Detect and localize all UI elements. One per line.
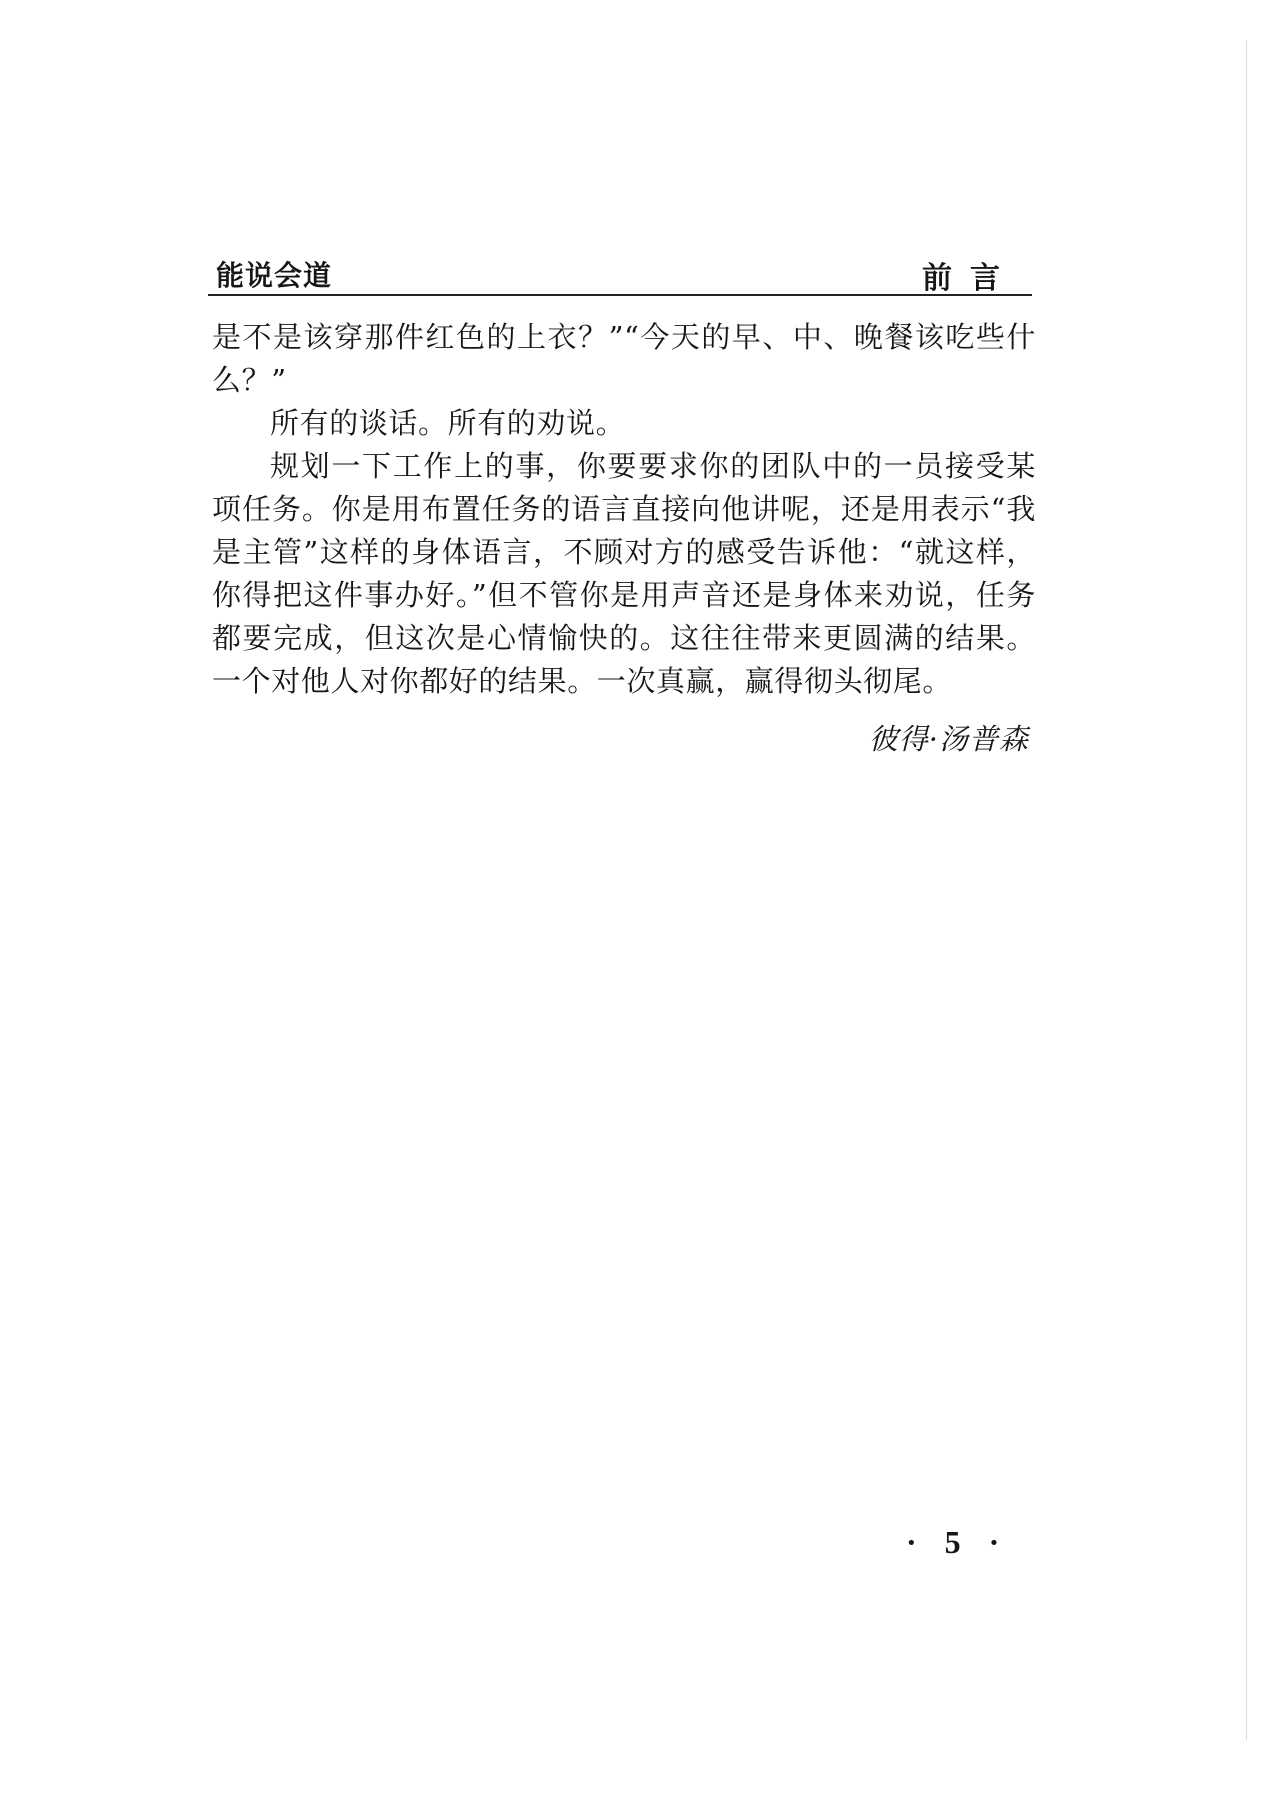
- paragraph: 规划一下工作上的事，你要要求你的团队中的一员接受某项任务。你是用布置任务的语言直接向他讲呢，还是用表示“我是主管”这样的身体语言，不顾对方的感受告诉他：“就这样，你得把这件事办好。”但不管你是用声音还是身体来劝说，任务都要完成，但这次是心情愉快的。这往往带来更圆满的结果。一个对他人对你都好的结果。一次真赢，赢得彻头彻尾。: [212, 449, 1036, 698]
- body-text: [212, 316, 1036, 703]
- paragraph-continued: 是不是该穿那件红色的上衣？”“今天的早、中、晚餐该吃些什么？”: [212, 320, 1036, 397]
- scan-edge-line: [1246, 40, 1247, 1740]
- author-signature: 彼得·汤普森: [868, 722, 1029, 756]
- paragraph: 所有的谈话。所有的劝说。: [270, 406, 626, 440]
- book-title: 能说会道: [216, 259, 333, 292]
- page-number: · 5 ·: [906, 1524, 1010, 1560]
- section-title: 前言: [922, 261, 1018, 296]
- running-header: [208, 250, 1032, 296]
